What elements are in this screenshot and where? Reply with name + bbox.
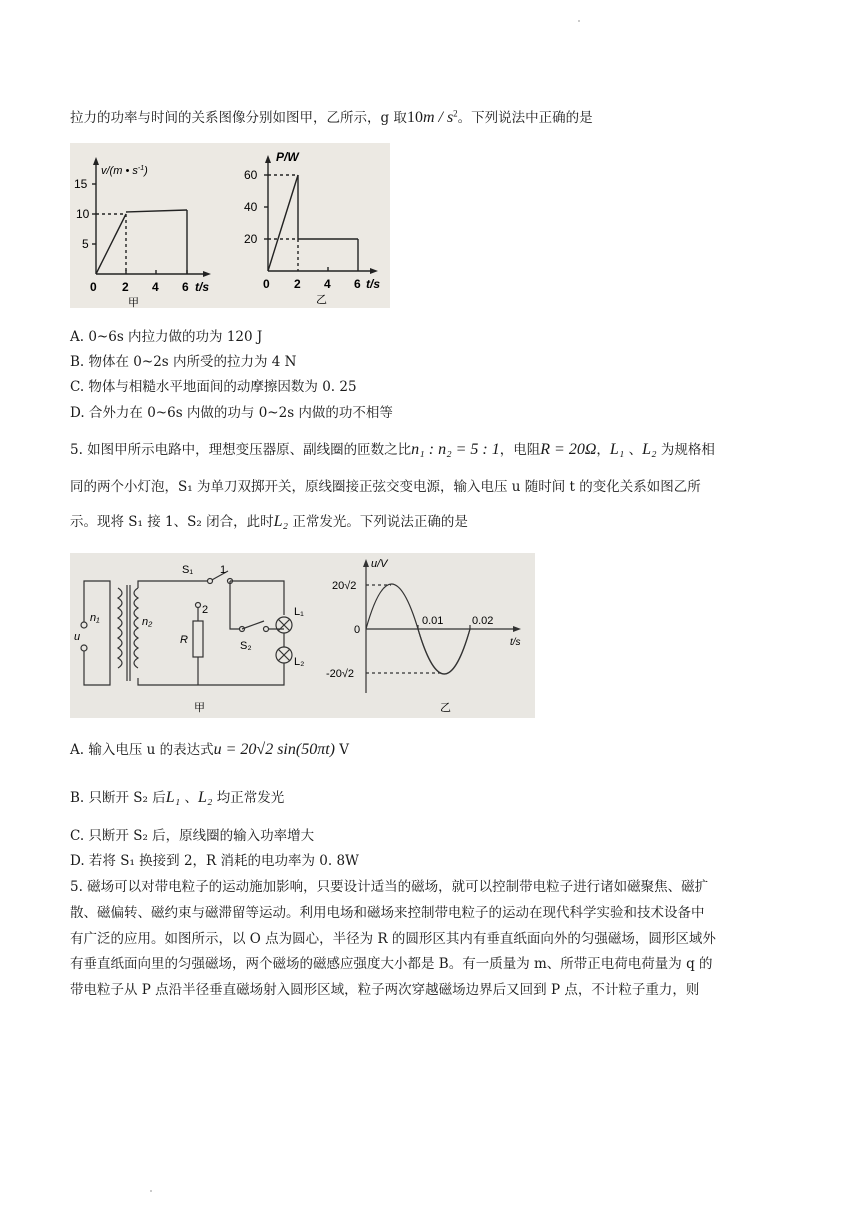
- fig-caption-jia: 甲: [128, 297, 139, 308]
- lamp-l1: L₁: [609, 441, 625, 458]
- q4-graphs: [70, 143, 390, 308]
- circuit-diagram: [81, 571, 292, 685]
- p-line-rise: [268, 175, 298, 271]
- g-value: 10: [406, 109, 423, 126]
- resistor-r: [193, 621, 203, 657]
- q6-line: 有广泛的应用。如图所示，以 O 点为圆心，半径为 R 的圆形区其内有垂直纸面向外的匀强磁场，圆形区域外: [70, 931, 716, 947]
- u-tick-bottom: -20√2: [326, 668, 355, 680]
- s2-contact: [264, 627, 269, 632]
- s1-label: S₁: [182, 564, 194, 576]
- v-xtick-2: 2: [122, 280, 129, 294]
- u-tick-top: 20√2: [332, 580, 357, 592]
- q5-text: 示。现将 S₁ 接 1、S₂ 闭合，此时: [70, 514, 274, 530]
- q5-stem-line1: [70, 438, 715, 459]
- u-label: u: [74, 631, 81, 643]
- p-axis-arrow: [265, 155, 271, 163]
- u-axis-label: u/V: [371, 558, 388, 570]
- s1-pivot: [208, 579, 213, 584]
- g-exponent: 2: [453, 108, 458, 119]
- v-axis-label: v/(m • $s^{-1}$): [101, 165, 148, 177]
- q5-option-d[interactable]: D. 若将 S₁ 换接到 2，R 消耗的电功率为 0. 8W: [70, 853, 359, 869]
- v-line-accel: [96, 214, 126, 274]
- s2-label: S₂: [240, 640, 252, 652]
- p-axis-label: P/W: [276, 150, 299, 164]
- q5-text: 为规格相: [656, 442, 715, 458]
- terminal: [81, 622, 87, 628]
- q5-text: 正常发光。下列说法正确的是: [288, 514, 468, 530]
- t-axis-label: t/s: [510, 637, 521, 648]
- q5-opt-text: V: [334, 742, 350, 758]
- q4-stem-text: 拉力的功率与时间的关系图像分别如图甲，乙所示，g 取: [70, 110, 407, 126]
- lamp-l2: L₂: [273, 513, 289, 530]
- v-xtick-6: 6: [182, 280, 189, 294]
- fig-caption-jia: 甲: [194, 702, 205, 714]
- v-tick-5: 5: [82, 237, 89, 251]
- n2-label: n₂: [142, 616, 153, 628]
- secondary-top-wire: [138, 581, 210, 588]
- v-xtick-0: 0: [90, 280, 97, 294]
- p-t-graph: [264, 155, 378, 274]
- q5-text: ，: [596, 442, 610, 458]
- q4-option-a[interactable]: A. 0~6s 内拉力做的功为 120 J: [70, 329, 263, 345]
- q6-line: 散、磁偏转、磁约束与磁滞留等运动。利用电场和磁场来控制带电粒子的运动在现代科学实验和技术设备中: [70, 905, 705, 921]
- u-tick-zero: 0: [354, 624, 361, 636]
- turns-ratio: n₁ : n₂ = 5 : 1: [411, 441, 500, 458]
- terminal: [81, 645, 87, 651]
- primary-wire: [84, 581, 110, 685]
- p-xtick-2: 2: [294, 277, 301, 291]
- q4-figure-photo: [70, 143, 390, 308]
- u-axis-arrow: [363, 559, 369, 567]
- v-x-label: t/s: [195, 280, 210, 294]
- q5-text: 、: [624, 442, 643, 458]
- q5-opt-text: 、: [180, 790, 199, 806]
- v-axis-arrow: [93, 157, 99, 165]
- q5-opt-text: 均正常发光: [212, 790, 285, 806]
- s1-contact-2: [196, 603, 201, 608]
- q5-option-b[interactable]: [70, 786, 284, 807]
- p-tick-60: 60: [244, 168, 258, 182]
- q5-text: ，电阻: [499, 442, 541, 458]
- p-x-label: t/s: [366, 277, 381, 291]
- g-unit: m / s: [422, 109, 454, 126]
- q4-stem: [70, 106, 593, 127]
- q5-figures: [70, 553, 535, 718]
- q5-opt-text: A. 输入电压 u 的表达式: [70, 742, 214, 758]
- q6-line: 带电粒子从 P 点沿半径垂直磁场射入圆形区域，粒子两次穿越磁场边界后又回到 P 点，不计粒子重力，则: [70, 982, 700, 998]
- q5-text: 5. 如图甲所示电路中，理想变压器原、副线圈的匝数之比: [70, 442, 412, 458]
- primary-coil: [118, 588, 122, 668]
- q6-line: 5. 磁场可以对带电粒子的运动施加影响，只要设计适当的磁场，就可以控制带电粒子进行诸如磁聚焦、磁扩: [70, 879, 709, 895]
- v-line-const: [126, 210, 187, 212]
- q4-option-c[interactable]: C. 物体与相糙水平地面间的动摩擦因数为 0. 25: [70, 379, 357, 395]
- v-tick-10: 10: [76, 207, 90, 221]
- q6-line: 有垂直纸面向里的匀强磁场，两个磁场的磁感应强度大小都是 B。有一质量为 m、所带正电荷电荷量为 q 的: [70, 956, 713, 972]
- secondary-coil: [134, 588, 138, 668]
- wire-to-s2: [230, 581, 242, 629]
- sine-curve-lower: [418, 629, 470, 674]
- lamp-l2: L₂: [642, 441, 657, 458]
- lamp-l1: L₁: [165, 789, 181, 806]
- p-xtick-0: 0: [263, 277, 270, 291]
- n1-label: n₁: [90, 612, 100, 624]
- q5-figure-photo: [70, 553, 535, 718]
- q4-option-b[interactable]: B. 物体在 0~2s 内所受的拉力为 4 N: [70, 354, 297, 370]
- voltage-expression: u = 20√2 sin(50πt): [213, 741, 335, 758]
- t-tick-001: 0.01: [422, 615, 444, 627]
- q4-stem-end: 。下列说法中正确的是: [457, 110, 593, 126]
- p-xtick-6: 6: [354, 277, 361, 291]
- l2-label: L₂: [294, 656, 305, 668]
- r-label: R: [180, 634, 188, 646]
- wire-to-l1: [230, 581, 284, 615]
- switch-s2-blade: [242, 621, 264, 629]
- v-tick-15: 15: [74, 177, 88, 191]
- q5-stem-line3: [70, 510, 468, 531]
- lamp-l2: L₂: [198, 789, 213, 806]
- scan-speck: [150, 1190, 152, 1192]
- resistance-value: R = 20Ω: [540, 441, 597, 458]
- l1-label: L₁: [294, 606, 304, 618]
- t-axis-arrow: [370, 268, 378, 274]
- q4-option-d[interactable]: D. 合外力在 0~6s 内做的功与 0~2s 内做的功不相等: [70, 405, 393, 421]
- v-xtick-4: 4: [152, 280, 159, 294]
- t-tick-002: 0.02: [472, 615, 494, 627]
- scan-speck: [578, 20, 580, 22]
- p-tick-40: 40: [244, 200, 258, 214]
- pos1-label: 1: [220, 564, 227, 576]
- fig-caption-yi: 乙: [440, 702, 451, 714]
- fig-caption-yi: 乙: [316, 294, 327, 306]
- secondary-bottom-wire: [138, 663, 284, 685]
- q5-opt-text: B. 只断开 S₂ 后: [70, 790, 166, 806]
- t-axis-arrow: [513, 626, 521, 632]
- t-axis-arrow: [203, 271, 211, 277]
- p-xtick-4: 4: [324, 277, 331, 291]
- q5-stem-line2: 同的两个小灯泡，S₁ 为单刀双掷开关，原线圈接正弦交变电源，输入电压 u 随时间 t 的变化关系如图乙所: [70, 479, 701, 495]
- q5-option-a[interactable]: [70, 738, 349, 759]
- p-tick-20: 20: [244, 232, 258, 246]
- q5-option-c[interactable]: C. 只断开 S₂ 后，原线圈的输入功率增大: [70, 828, 315, 844]
- pos2-label: 2: [202, 604, 209, 616]
